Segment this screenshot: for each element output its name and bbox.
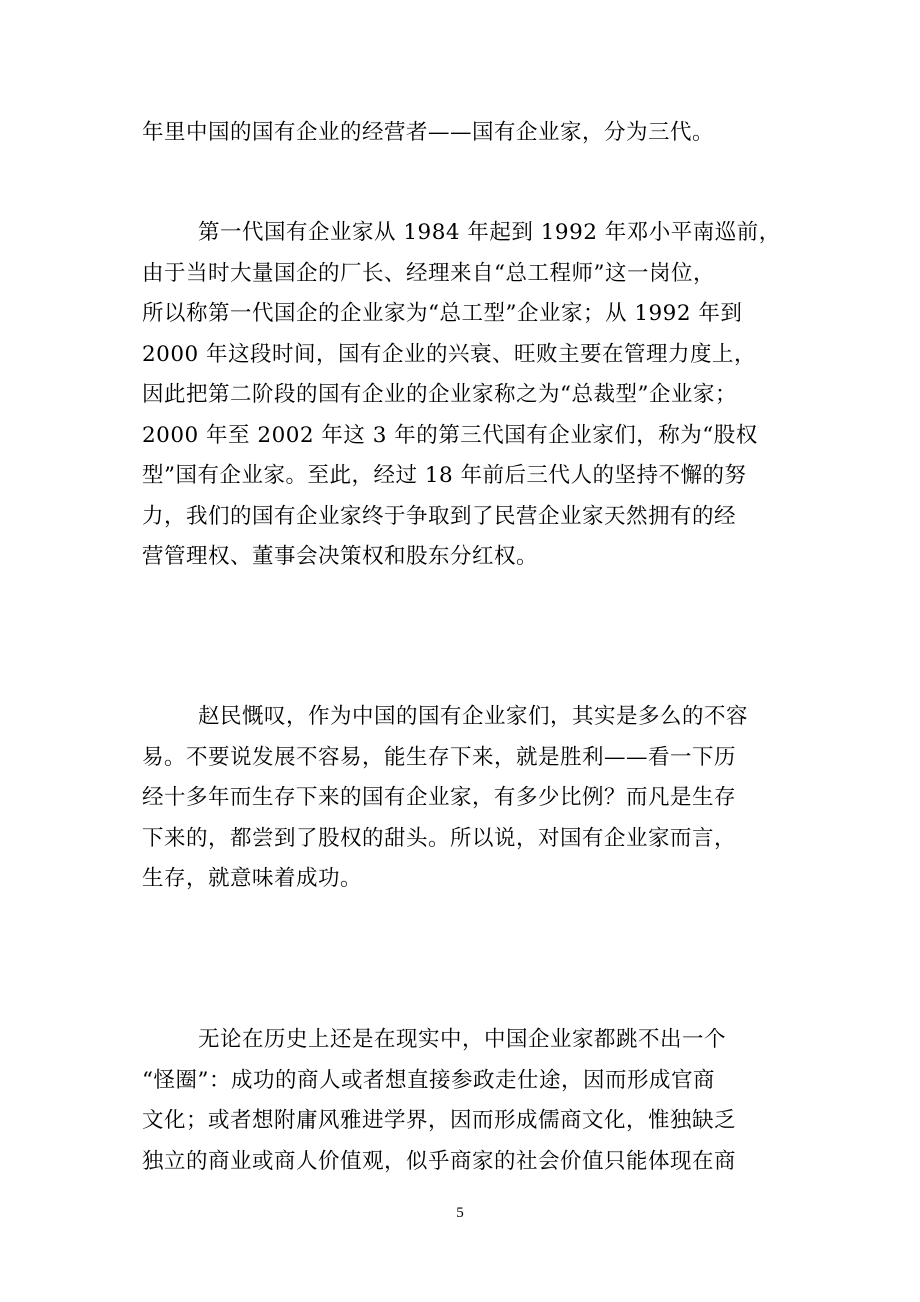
paragraph-1 [142, 113, 782, 154]
text-line: 因此把第二阶段的国有企业的企业家称之为“总裁型”企业家； [142, 382, 737, 407]
text-line: 下来的，都尝到了股权的甜头。所以说，对国有企业家而言， [142, 825, 737, 851]
text-line: 2000 年这段时间，国有企业的兴衰、旺败主要在管理力度上， [142, 341, 757, 367]
text-line: 力，我们的国有企业家终于争取到了民营企业家天然拥有的经 [142, 503, 737, 529]
paragraph-2 [142, 213, 782, 578]
text-line: 由于当时大量国企的厂长、经理来自“总工程师”这一岗位， [142, 260, 715, 286]
text-line: 生存，就意味着成功。 [142, 866, 363, 891]
text-line: 所以称第一代国企的企业家为“总工型”企业家；从 1992 年到 [142, 301, 743, 326]
text-line: 赵民慨叹，作为中国的国有企业家们，其实是多么的不容 [198, 704, 749, 729]
text-line: 易。不要说发展不容易，能生存下来，就是胜利——看一下历 [142, 744, 737, 770]
paragraph-3 [142, 697, 782, 900]
text-line: 型”国有企业家。至此，经过 18 年前后三代人的坚持不懈的努 [142, 463, 747, 488]
text-line: 独立的商业或商人价值观，似乎商家的社会价值只能体现在商 [142, 1148, 737, 1174]
text-line: 无论在历史上还是在现实中，中国企业家都跳不出一个 [198, 1027, 727, 1052]
paragraph-4 [142, 1020, 782, 1182]
text-line: 经十多年而生存下来的国有企业家，有多少比例？而凡是生存 [142, 785, 737, 810]
text-line: “怪圈”：成功的商人或者想直接参政走仕途，因而形成官商 [142, 1067, 715, 1093]
page-number: 5 [456, 1205, 464, 1221]
text-line: 文化；或者想附庸风雅进学界，因而形成儒商文化，惟独缺乏 [142, 1108, 737, 1133]
text-line: 第一代国有企业家从 1984 年起到 1992 年邓小平南巡前， [198, 220, 781, 245]
text-line: 营管理权、董事会决策权和股东分红权。 [142, 544, 539, 569]
text-line: 2000 年至 2002 年这 3 年的第三代国有企业家们，称为“股权 [142, 422, 758, 448]
text-line: 年里中国的国有企业的经营者——国有企业家，分为三代。 [142, 120, 715, 145]
